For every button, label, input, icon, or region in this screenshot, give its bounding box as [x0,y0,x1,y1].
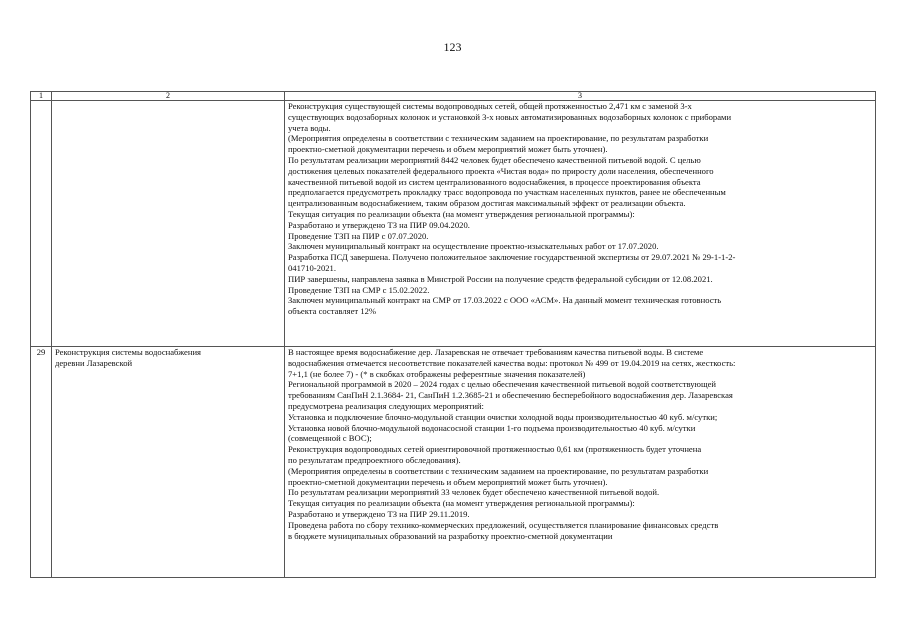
object-name-cell [52,101,285,347]
description-line: Проведение ТЗП на СМР с 15.02.2022. [288,284,430,295]
description-line: Текущая ситуация по реализации объекта (на момент утверждения региональной программы): [288,208,635,219]
description-line: Проведена работа по сбору технико-коммерческих предложений, осуществляется планирование финансовых средств [288,519,719,530]
description-line: существующих водозаборных колонок и установкой 3-х новых автоматизированных водозаборных колонок с приборами [288,111,732,122]
object-name-cell [52,347,285,578]
description-line: требованиям СанПиН 2.1.3684- 21, СанПиН 1.2.3685-21 и обеспечению бесперебойного водоснабжения дер. Лазаревская [288,390,733,401]
header-col-2: 2 [52,92,285,101]
object-name-line: деревни Лазаревской [55,357,133,368]
description-line: предполагается предусмотреть прокладку трасс водопровода по участкам населенных пунктов, ранее не обеспеченным [288,187,726,198]
table-header-row [31,92,876,101]
description-line: Текущая ситуация по реализации объекта (на момент утверждения региональной программы): [288,498,635,509]
program-table [30,91,876,578]
description-line: в бюджете муниципальных образований на разработку проектно-сметной документации [288,530,613,541]
description-line: (Мероприятия определены в соответствии с техническим заданием на проектирование, по результатам разработки [288,133,709,144]
description-line: Заключен муниципальный контракт на СМР от 17.03.2022 с ООО «АСМ». На данный момент техническая готовность [288,295,722,306]
table-row [31,101,876,347]
description-line: централизованным водоснабжением, таким образом достигая максимальный эффект от реализации объекта. [288,198,686,209]
description-line: Проведение ТЗП на ПИР с 07.07.2020. [288,230,429,241]
header-col-3: 3 [285,92,876,101]
row-number: 29 [31,347,52,578]
description-line: В настоящее время водоснабжение дер. Лазаревская не отвечает требованиям качества питьевой воды. В системе [288,347,704,357]
header-col-1: 1 [31,92,52,101]
description-line: Разработка ПСД завершена. Получено положительное заключение государственной экспертизы от 29.07.2021 № 29-1-1-2- [288,252,736,263]
description-line: учета воды. [288,122,331,133]
description-line: проектно-сметной документации перечень и объем мероприятий может быть уточнен). [288,476,608,487]
description-line: Региональной программой в 2020 – 2024 годах с целью обеспечения качественной питьевой водой соответствующей [288,379,716,390]
description-line: (Мероприятия определены в соответствии с техническим заданием на проектирование, по результатам разработки [288,465,709,476]
description-line: Установка и подключение блочно-модульной станции очистки холодной воды производительностью 40 куб. м/сутки; [288,411,718,422]
description-line: По результатам реализации мероприятий 8442 человек будет обеспечено качественной питьевой водой. С целью [288,154,701,165]
description-line: Заключен муниципальный контракт на осуществление проектно-изыскательных работ от 17.07.2020. [288,241,659,252]
description-line: достижения целевых показателей федерального проекта «Чистая вода» по приросту доли населения, обеспеченного [288,165,714,176]
description-cell [285,101,876,347]
description-line: По результатам реализации мероприятий 33 человек будет обеспечено качественной питьевой водой. [288,487,660,498]
description-line: по результатам предпроектного обследования). [288,454,461,465]
description-line: Установка новой блочно-модульной водонасосной станции 1-го подъема производительностью 40 куб. м/сутки [288,422,696,433]
description-line: водоснабжения отмечается несоответствие показателей качества воды: протокол № 499 от 19.04.2019 на сетях, жесткость: [288,357,736,368]
description-line: качественной питьевой водой из систем централизованного водоснабжения, в процессе проектирования объекта [288,176,701,187]
description-cell [285,347,876,578]
description-line: проектно-сметной документации перечень и объем мероприятий может быть уточнен). [288,144,608,155]
description-line: 041710-2021. [288,262,336,273]
table-row [31,347,876,578]
description-line: 7+1,1 (не более 7) - (* в скобках отображены референтные значения показателей) [288,368,586,379]
description-line: объекта составляет 12% [288,306,377,317]
row-number [31,101,52,347]
description-line: Реконструкция существующей системы водопроводных сетей, общей протяженностью 2,471 км с заменой 3-х [288,101,692,111]
page-number: 123 [443,40,462,54]
description-line: предусмотрена реализация следующих мероприятий: [288,400,484,411]
description-line: Разработано и утверждено ТЗ на ПИР 09.04.2020. [288,219,470,230]
description-line: Разработано и утверждено ТЗ на ПИР 29.11.2019. [288,508,470,519]
description-line: Реконструкция водопроводных сетей ориентировочной протяженностью 0,61 км (протяженность будет уточнена [288,444,702,455]
description-line: ПИР завершены, направлена заявка в Минстрой России на получение средств федеральной субсидии от 12.08.2021. [288,273,713,284]
description-line: (совмещенной с ВОС); [288,433,372,444]
object-name-line: Реконструкция системы водоснабжения [55,347,202,357]
